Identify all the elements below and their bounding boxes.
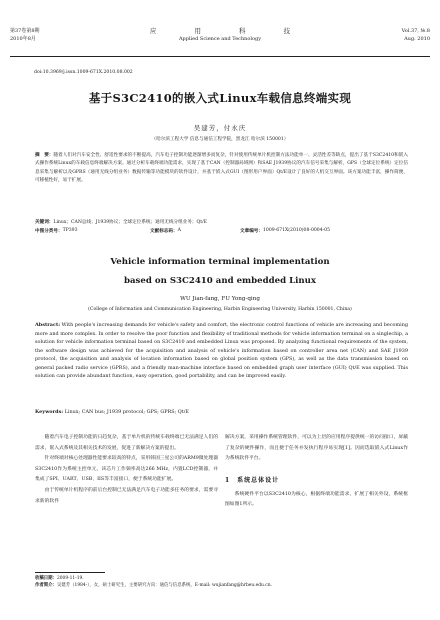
article-number: 文章编号： 1009-671X(2010)08-0004-05 xyxy=(240,228,331,234)
keywords-english-label: Keywords: xyxy=(35,409,64,415)
title-chinese: 基于S3C2410的嵌入式Linux车载信息终端实现 xyxy=(88,91,352,105)
keywords-english-text: Linux; CAN bus; J1939 protocol; GPS; GPRS; Qt/E xyxy=(64,409,189,415)
body-paragraph: 针对终端对核心处理器性能要求较高的特点，采用韩国三星公司的ARM9微处理器S3C2410作为系统主控单元，该芯片工作频率高达266 MHz，内置LCD控制器，并集成了SPI、UART、USB、IIS等丰富接口，便于系统功能扩展。 xyxy=(35,456,218,483)
abstract-english xyxy=(35,321,408,381)
keywords-chinese-text: Linux；CAN总线；J1939协议；全球定位系统；通用无线分组业务；Qt/E xyxy=(53,220,207,225)
footnote-divider xyxy=(35,572,105,573)
footnote xyxy=(35,575,408,590)
header-journal-name xyxy=(10,28,430,43)
body-column-right xyxy=(225,433,408,511)
title-english-line2: based on S3C2410 and embedded Linux xyxy=(123,276,317,286)
keywords-chinese xyxy=(35,219,207,225)
header-date-en: Aug. 2010 xyxy=(404,35,430,42)
body-paragraph: 随着汽车电子控制功能的日趋复杂，基于单片机的传统车载终端已无法满足人们的需求，嵌入式系统及其相关技术的发展，促进了新解决方案的提出。 xyxy=(35,435,218,451)
keywords-english xyxy=(35,409,189,415)
keywords-chinese-label: 关键词： xyxy=(35,220,54,225)
body-paragraph: 由于传统单片机程序的前后台控制已无法满足汽车电子功能多任务的要求，需要寻求新的软件 xyxy=(35,487,218,504)
running-header xyxy=(10,28,430,52)
header-journal-en: Applied Science and Technology xyxy=(178,35,262,42)
title-english xyxy=(0,253,440,291)
body-paragraph: 系统硬件平台以S3C2410为核心，根据终端功能需求，扩展了相关外设，系统框图如图1所示。 xyxy=(225,491,408,508)
header-volume: 第37卷第8期 xyxy=(10,28,40,34)
header-volume-info-en xyxy=(402,28,430,43)
header-date: 2010年8月 xyxy=(10,35,36,42)
body-paragraph: 解决方案，采用操作系统管理软件，可以为上层的应用程序提供统一的访问接口，屏蔽了复杂的硬件操作，而且便于任务并发执行程序易实现[1]。因而选取嵌入式Linux作为系统软件平台。 xyxy=(225,435,408,462)
header-journal-cn: 应 用 科 技 xyxy=(149,27,309,35)
abstract-chinese-label: 摘 要： xyxy=(35,153,54,158)
footnote-author: 作者简介：吴建芳（1984-），女，硕士研究生，主要研究方向：通信与信息系统，E-mail: wujianfang@hrbeu.edu.cn. xyxy=(35,583,272,589)
abstract-english-text: With people's increasing demands for vehicle's safety and comfort, the electronic control functions of vehicle are increasing and becoming more and more complex. In order to resolve the poor function and flexibility of traditional methods for vehicle information terminal on a singlechip, a solution for vehicle information terminal based on S3C2410 and embedded Linux was proposed. By analyzing functional requirements of the system, the software design was achieved for the acquisition and analysis of vehicle's information based on controller area net (CAN) and SAE J1939 protocol, the acquisition and analysis of location information based on global position system (GPS), as well as the data transmission based on general packed radio service (GPRS), and a friendly man-machine interface based on embedded graph user interface (GUI) Qt/E was supplied. This solution can provide abundant function, easy operation, good portability, and can be improved easily. xyxy=(35,322,408,379)
doi-line: doi:10.3969/j.issn.1009-671X.2010.08.002 xyxy=(34,70,133,75)
abstract-english-label: Abstract: xyxy=(35,322,61,328)
document-code: 文献标志码： A xyxy=(150,228,181,234)
header-volume-en: Vol.37, №.8 xyxy=(401,28,430,34)
header-divider xyxy=(10,56,430,57)
body-column-left xyxy=(35,433,218,507)
affiliation-english: (College of Information and Communication Engineering, Harbin Engineering University, Harbin 150001, China) xyxy=(88,307,352,312)
footnote-received: 收稿日期：2009-11-19. xyxy=(35,576,84,581)
affiliation-chinese: （哈尔滨工程大学 信息与通信工程学院，黑龙江 哈尔滨 150001） xyxy=(151,137,289,142)
clc-number: 中图分类号： TP393 xyxy=(35,228,78,234)
title-english-line1: Vehicle information terminal implementation xyxy=(110,257,330,267)
abstract-chinese-text: 随着人们对汽车安全性、舒适性要求的不断提高，汽车电子控制功能逐渐增多而复杂，针对使用传统单片机控制方法功能单一、灵活性差等缺点，提出了基于S3C2410和嵌入式操作系统Linux的车载信息终端解决方案。通过分析车载终端功能需求，实现了基于CAN（控制器局域网）和SAE J1939协议的汽车信号采集与解析，GPS（全球定位系统）定位信息采集与解析以及GPRS（通用无线分组业务）数据传输等功能模块的软件设计，并基于嵌入式GUI（图形用户界面）Qt/E设计了良好的人机交互界面。该方案功能丰富，操作简便，可移植性好，易于扩展。 xyxy=(35,153,408,184)
authors-chinese: 吴建芳，付永庆 xyxy=(193,124,247,132)
section-heading: 1 系统总体设计 xyxy=(225,476,280,484)
abstract-chinese xyxy=(35,152,408,186)
authors-english: WU Jian-fang, FU Yong-qing xyxy=(180,296,260,302)
